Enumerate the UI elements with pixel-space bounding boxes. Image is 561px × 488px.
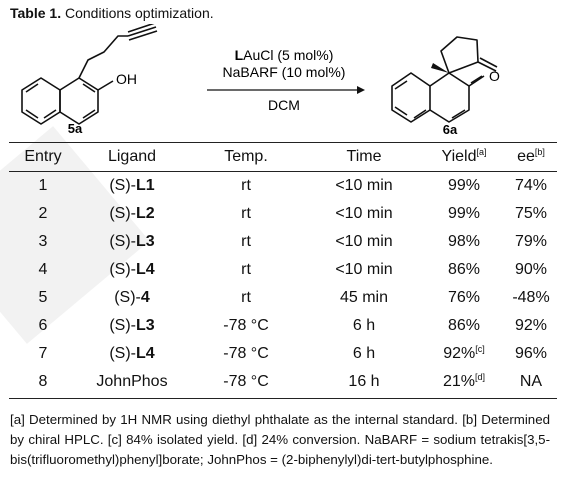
table-row xyxy=(9,228,557,256)
yield-value: 99% xyxy=(447,177,481,194)
cell-time: 6 h xyxy=(352,345,376,362)
table-title-text: Conditions optimization. xyxy=(61,5,214,21)
cell-temp: -78 °C xyxy=(187,368,305,399)
cell-ee: 90% xyxy=(514,261,548,278)
ligand-code: L3 xyxy=(135,233,155,250)
cell-temp: rt xyxy=(241,233,251,250)
cell-yield xyxy=(423,340,505,368)
cell-entry: 6 xyxy=(38,317,48,334)
header-temp: Temp. xyxy=(187,143,305,172)
ligand-prefix: (S)- xyxy=(109,177,136,194)
header-yield xyxy=(423,143,505,172)
header-yield-note: [a] xyxy=(476,147,487,157)
product-structure xyxy=(392,37,497,122)
cell-ligand xyxy=(77,256,187,284)
table-header-row xyxy=(9,143,557,172)
cell-entry: 5 xyxy=(38,289,48,306)
cell-entry: 7 xyxy=(38,345,48,362)
cell-yield xyxy=(423,172,505,201)
yield-value: 21% xyxy=(442,373,475,390)
table-row xyxy=(9,312,557,340)
header-entry: Entry xyxy=(9,143,77,172)
ligand-code: 4 xyxy=(140,289,150,306)
cell-entry: 4 xyxy=(38,261,48,278)
cell-yield xyxy=(423,284,505,312)
table-row xyxy=(9,340,557,368)
cell-ee: -48% xyxy=(512,289,550,306)
yield-value: 86% xyxy=(447,261,481,278)
header-ee-text: ee xyxy=(517,148,535,165)
header-ee xyxy=(505,143,557,172)
catalyst-label xyxy=(235,47,334,63)
reactant-oh-label: OH xyxy=(116,71,137,87)
ligand-code: L1 xyxy=(135,177,155,194)
header-ee-note: [b] xyxy=(534,147,545,157)
yield-note: [c] xyxy=(475,344,485,354)
table-row xyxy=(9,200,557,228)
cell-yield xyxy=(423,228,505,256)
cell-ee: 96% xyxy=(514,345,548,362)
cell-entry: 1 xyxy=(38,177,48,194)
ligand-prefix: (S)- xyxy=(109,205,136,222)
yield-value: 99% xyxy=(447,205,481,222)
cell-yield xyxy=(423,368,505,399)
cell-yield xyxy=(423,256,505,284)
cell-temp: rt xyxy=(241,205,251,222)
ligand-code: L2 xyxy=(135,205,155,222)
yield-note: [d] xyxy=(475,372,486,382)
ligand-prefix: (S)- xyxy=(109,345,136,362)
catalyst-ligand: L xyxy=(234,47,244,63)
cell-temp: -78 °C xyxy=(223,345,269,362)
catalyst-amount: AuCl (5 mol%) xyxy=(243,47,334,63)
ligand-code: L3 xyxy=(135,317,155,334)
cell-time: <10 min xyxy=(335,261,393,278)
header-time: Time xyxy=(305,143,423,172)
ligand-prefix: JohnPhos xyxy=(96,373,168,390)
cell-ligand xyxy=(77,200,187,228)
cell-time: 45 min xyxy=(339,289,389,306)
cell-ligand xyxy=(77,340,187,368)
table-row xyxy=(9,256,557,284)
ligand-prefix: (S)- xyxy=(109,261,136,278)
table-title xyxy=(10,5,214,21)
additive-label: NaBARF (10 mol%) xyxy=(222,64,346,80)
ligand-code: L4 xyxy=(135,345,155,362)
solvent-label: DCM xyxy=(268,97,300,113)
cell-temp: rt xyxy=(241,289,251,306)
cell-ee: 79% xyxy=(514,233,548,250)
cell-time: <10 min xyxy=(335,205,393,222)
cell-ligand xyxy=(77,228,187,256)
table-row xyxy=(9,284,557,312)
reaction-arrowhead xyxy=(357,86,365,94)
cell-entry: 3 xyxy=(38,233,48,250)
yield-value: 86% xyxy=(447,317,481,334)
cell-ligand xyxy=(77,312,187,340)
header-ligand: Ligand xyxy=(77,143,187,172)
ligand-prefix: (S)- xyxy=(109,233,136,250)
header-yield-text: Yield xyxy=(441,148,477,165)
reactant-compound-label: 5a xyxy=(67,121,83,136)
reaction-scheme xyxy=(0,24,561,142)
cell-ligand xyxy=(77,284,187,312)
table-title-label: Table 1. xyxy=(10,5,62,21)
yield-value: 76% xyxy=(447,289,481,306)
cell-ee: NA xyxy=(505,368,557,399)
ligand-prefix: (S)- xyxy=(114,289,141,306)
cell-time: 16 h xyxy=(305,368,423,399)
cell-yield xyxy=(423,200,505,228)
cell-ee: 92% xyxy=(514,317,548,334)
cell-temp: rt xyxy=(241,177,251,194)
cell-ligand xyxy=(77,368,187,399)
table-row xyxy=(9,368,557,399)
ligand-prefix: (S)- xyxy=(109,317,136,334)
product-compound-label: 6a xyxy=(442,122,458,137)
cell-time: <10 min xyxy=(335,177,393,194)
cell-entry: 2 xyxy=(38,205,48,222)
yield-value: 92% xyxy=(443,345,476,362)
cell-ligand xyxy=(77,172,187,201)
cell-ee: 74% xyxy=(514,177,548,194)
table-row xyxy=(9,172,557,201)
table-footnote: [a] Determined by 1H NMR using diethyl phthalate as the internal standard. [b] Determined by chiral HPLC. [c] 84% isolated yield. [d] 24% conversion. NaBARF = sodium tetrakis[3,5-bis(trifluoromethyl)phenyl]borate; JohnPhos = (2-biphenylyl)di-tert-butylphosphine. xyxy=(10,412,550,467)
cell-yield xyxy=(423,312,505,340)
cell-entry: 8 xyxy=(9,368,77,399)
conditions-table xyxy=(9,142,557,399)
cell-ee: 75% xyxy=(514,205,548,222)
cell-temp: -78 °C xyxy=(223,317,269,334)
cell-temp: rt xyxy=(241,261,251,278)
product-o-label: O xyxy=(489,68,500,84)
reaction-scheme-svg xyxy=(0,24,561,142)
yield-value: 98% xyxy=(447,233,481,250)
ligand-code: L4 xyxy=(135,261,155,278)
cell-time: 6 h xyxy=(352,317,376,334)
cell-time: <10 min xyxy=(335,233,393,250)
